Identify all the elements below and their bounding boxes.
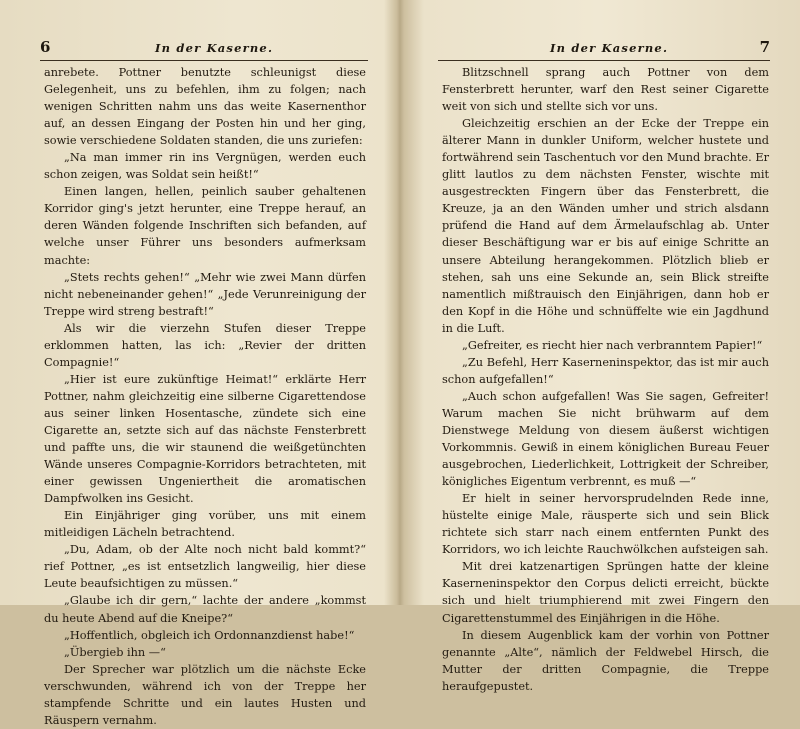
paragraph: „Du, Adam, ob der Alte noch nicht bald kommt?“ rief Pottner, „es ist entsetzlich langweilig, hier diese Leute beaufsichtigen zu müssen.“ [44, 543, 366, 591]
paragraph: Der Sprecher war plötzlich um die nächste Ecke verschwunden, während ich von der Treppe her stampfende Schritte und ein lautes Husten und Räuspern vernahm. [44, 662, 366, 727]
page-body [44, 64, 366, 729]
header-rule [40, 60, 368, 61]
paragraph: Einen langen, hellen, peinlich sauber gehaltenen Korridor ging's jetzt herunter, eine Treppe herauf, an deren Wänden folgende Inschriften sich befanden, auf welche unser Führer uns besonders aufmerksam machte: [44, 185, 366, 267]
paragraph: „Hoffentlich, obgleich ich Ordonnanzdienst habe!“ [64, 628, 355, 642]
paragraph: Gleichzeitig erschien an der Ecke der Treppe ein älterer Mann in dunkler Uniform, welcher hustete und fortwährend sein Taschentuch vor den Mund brachte. Er glitt lautlos zu dem nächsten Fenster, wischte mit ausgestreckten Fingern über das Fensterbrett, die Kreuze, ja an den Wänden umher und strich alsdann prüfend die Hand auf dem Ärmelaufschlag ab. Unter dieser Beschäftigung war er bis auf einige Schritte an unsere Abteilung herangekommen. Plötzlich blieb er stehen, sah uns eine Sekunde an, sein Blick streifte namentlich mißtrauisch den Einjährigen, dann hob er den Kopf in die Höhe und schnüffelte wie ein Jagdhund in die Luft. [442, 117, 769, 335]
paragraph: Als wir die vierzehn Stufen dieser Treppe erklommen hatten, las ich: „Revier der dritten Compagnie!“ [44, 321, 366, 369]
header-rule [438, 60, 770, 61]
page-number: 6 [40, 38, 51, 56]
paragraph: Blitzschnell sprang auch Pottner von dem Fensterbrett herunter, warf den Rest seiner Cigarette weit von sich und stellte sich vor uns. [442, 66, 769, 114]
paragraph: „Na man immer rin ins Vergnügen, werden euch schon zeigen, was Soldat sein heißt!“ [44, 151, 366, 182]
paragraph: „Gefreiter, es riecht hier nach verbranntem Papier!“ [462, 338, 763, 352]
right-page [400, 0, 800, 693]
paragraph: Mit drei katzenartigen Sprüngen hatte der kleine Kaserneninspektor den Corpus delicti erreicht, bückte sich und hielt triumphierend mit zwei Fingern den Cigarettenstummel des Einjährigen in die Höhe. [442, 560, 769, 625]
running-title: In der Kaserne. [550, 41, 669, 55]
paragraph: „Zu Befehl, Herr Kaserneninspektor, das ist mir auch schon aufgefallen!“ [442, 355, 769, 386]
paragraph: anrebete. Pottner benutzte schleunigst diese Gelegenheit, uns zu befehlen, ihm zu folgen; nach wenigen Schritten nahm uns das weite Kasernenthor auf, an dessen Eingang der Posten hin und her ging, sowie verschiedene Soldaten standen, die uns zuriefen: [44, 66, 366, 148]
paragraph: In diesem Augenblick kam der vorhin von Pottner genannte „Alte“, nämlich der Feldwebel Hirsch, die Mutter der dritten Compagnie, die Treppe heraufgepustet. [442, 628, 769, 693]
paragraph: Ein Einjähriger ging vorüber, uns mit einem mitleidigen Lächeln betrachtend. [44, 509, 366, 540]
page-number: 7 [759, 38, 770, 56]
paragraph: „Glaube ich dir gern,“ lachte der andere „kommst du heute Abend auf die Kneipe?“ [44, 594, 366, 625]
paragraph: „Auch schon aufgefallen! Was Sie sagen, Gefreiter! Warum machen Sie nicht brühwarm auf dem Dienstwege Meldung von diesem äußerst wichtigen Vorkommnis. Gewiß in einem königlichen Bureau Feuer ausgebrochen, Liederlichkeit, Lottrigkeit der Schreiber, königliches Eigentum verbrennt, es muß —“ [442, 389, 769, 489]
page-body [442, 64, 769, 695]
left-page [0, 0, 400, 727]
paragraph: Er hielt in seiner hervorsprudelnden Rede inne, hüstelte einige Male, räusperte sich und sein Blick richtete sich starr nach einem entfernten Punkt des Korridors, wo ich leichte Rauchwölkchen aufsteigen sah. [442, 492, 769, 557]
running-title: In der Kaserne. [155, 41, 274, 55]
paragraph: „Hier ist eure zukünftige Heimat!“ erklärte Herr Pottner, nahm gleichzeitig eine silberne Cigarettendose aus seiner linken Hosentasche, zündete sich eine Cigarette an, setzte sich auf das nächste Fensterbrett und paffte uns, die wir staunend die weißgetünchten Wände unseres Compagnie-Korridors betrachteten, mit einer gewissen Ungeniertheit die aromatischen Dampfwolken ins Gesicht. [44, 372, 366, 506]
paragraph: „Stets rechts gehen!“ „Mehr wie zwei Mann dürfen nicht nebeneinander gehen!“ „Jede Verunreinigung der Treppe wird streng bestraft!“ [44, 270, 366, 318]
paragraph: „Übergieb ihn —“ [64, 645, 166, 659]
